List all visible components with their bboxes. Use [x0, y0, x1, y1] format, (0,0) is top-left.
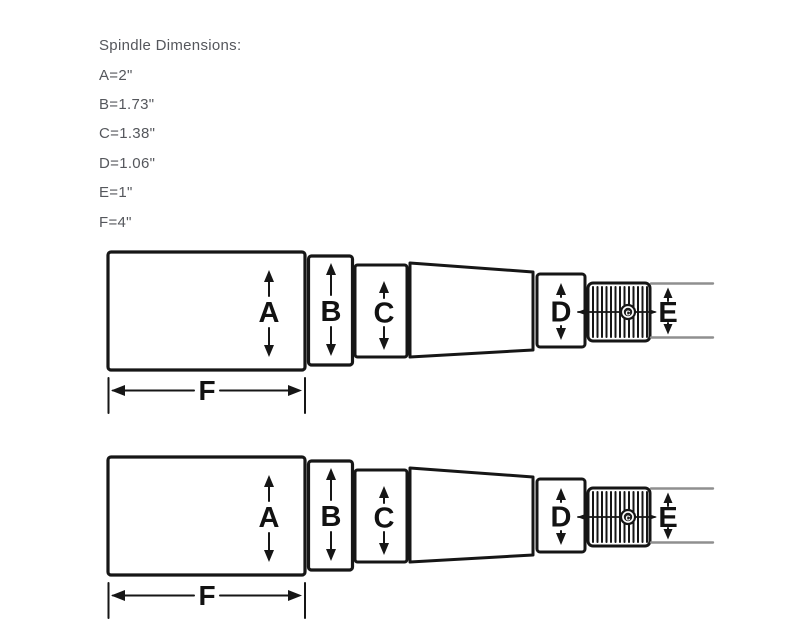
label-b: B — [320, 501, 342, 533]
hub-mark: c — [625, 512, 631, 523]
label-c: C — [373, 297, 395, 330]
label-d: D — [550, 296, 572, 329]
dimension-list-title: Spindle Dimensions: — [99, 37, 242, 55]
dimension-line-e: E=1" — [99, 184, 133, 202]
label-b: B — [320, 296, 342, 328]
hub-mark: c — [625, 307, 631, 318]
label-f: F — [198, 375, 216, 406]
spindle-diagram-top — [95, 245, 720, 420]
dimension-list — [99, 31, 241, 237]
label-c: C — [373, 502, 395, 535]
label-d: D — [550, 501, 572, 534]
label-f: F — [198, 580, 216, 611]
spindle-diagram-bottom — [95, 450, 720, 625]
dimension-line-b: B=1.73" — [99, 95, 155, 113]
label-e: E — [658, 502, 678, 534]
label-a: A — [258, 297, 280, 329]
dimension-line-c: C=1.38" — [99, 125, 156, 143]
dimension-line-f: F=4" — [99, 213, 132, 231]
dimension-line-a: A=2" — [99, 66, 133, 84]
label-a: A — [258, 502, 280, 534]
label-e: E — [658, 297, 678, 329]
dimension-line-d: D=1.06" — [99, 154, 156, 172]
